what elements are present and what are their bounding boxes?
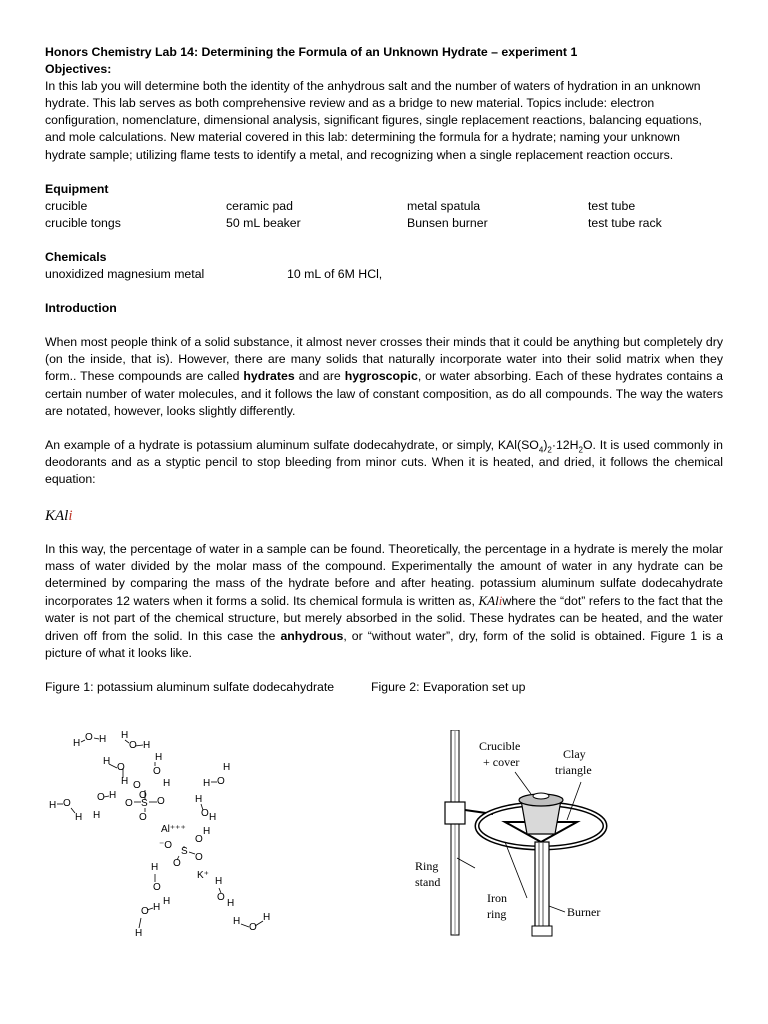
equipment-list	[45, 198, 723, 232]
svg-text:H: H	[109, 790, 117, 801]
svg-text:H: H	[135, 928, 143, 939]
figure-captions	[45, 679, 723, 696]
svg-text:Burner: Burner	[567, 905, 601, 919]
svg-text:O: O	[153, 766, 161, 777]
figure-1-molecule	[45, 728, 285, 950]
svg-text:H: H	[121, 776, 129, 787]
svg-text:H: H	[233, 916, 241, 927]
svg-text:O: O	[129, 740, 137, 751]
svg-text:O: O	[217, 776, 225, 787]
svg-text:Ring: Ring	[415, 859, 439, 873]
svg-text:ring: ring	[487, 907, 507, 921]
equipment-item: ceramic pad	[226, 198, 293, 213]
svg-text:K⁺: K⁺	[197, 870, 209, 881]
svg-text:O: O	[217, 892, 225, 903]
svg-text:O: O	[173, 858, 181, 869]
svg-text:H: H	[263, 912, 271, 923]
svg-text:Crucible: Crucible	[479, 739, 521, 753]
page-title: Honors Chemistry Lab 14: Determining the Formula of an Unknown Hydrate – experiment 1	[45, 45, 578, 59]
figure-area	[45, 728, 723, 958]
svg-text:H: H	[215, 876, 223, 887]
intro-paragraph-2: An example of a hydrate is potassium aluminum sulfate dodecahydrate, or simply, $KAl(SO_4)_2\cdot 12H_2O$. It is used commonly in deodorants and as a styptic pencil to stop bleeding from minor cuts. When it is heated, and dried, it follows the chemical equation:	[45, 437, 723, 486]
chemical-item: unoxidized magnesium metal	[45, 267, 205, 282]
svg-text:H: H	[203, 778, 211, 789]
equipment-item: test tube rack	[588, 215, 662, 230]
equipment-item: crucible	[45, 198, 88, 213]
svg-text:O: O	[139, 790, 147, 801]
equipment-item: metal spatula	[407, 198, 481, 213]
svg-text:O: O	[195, 852, 203, 863]
svg-text:O: O	[125, 798, 133, 809]
introduction-heading: Introduction	[45, 301, 117, 316]
equipment-item: crucible tongs	[45, 215, 121, 230]
svg-text:Clay: Clay	[563, 747, 586, 761]
svg-text:H: H	[153, 902, 161, 913]
svg-text:H: H	[227, 898, 235, 909]
intro-paragraph-3: In this way, the percentage of water in a sample can be found. Theoretically, the percentage in a hydrate is merely the molar mass of water divided by the molar mass of the compound. Experimentally the amount of water in any hydrate can be determined by comparing the mass of the hydrate before and after heating. potassium aluminum sulfate dodecahydrate incorporates 12 waters when it forms a solid. Its chemical formula is written as, KAliwhere the “dot” refers to the fact that the water is not part of the chemical structure, but merely absorbed in the solid. These hydrates can be heated, and the water driven off from the solid. In this case the anhydrous, or “without water”, dry, form of the solid is obtained. Figure 1 is a picture of what it looks like.	[45, 542, 723, 660]
svg-text:O: O	[85, 732, 93, 743]
chemical-item: 10 mL of 6M HCl,	[287, 267, 383, 282]
svg-text:O: O	[157, 796, 165, 807]
svg-text:H: H	[99, 734, 107, 745]
svg-text:H: H	[223, 762, 231, 773]
intro-paragraph-1: When most people think of a solid substance, it almost never crosses their minds that it could be anything but completely dry (on the inside, that is). However, there are many solids that naturally incorporate water into their solid matrix when they form.. These compounds are called hydrates and are hygroscopic, or water absorbing. Each of these hydrates contains a certain number of water molecules, and it follows the law of constant composition, as do all compounds. The way the waters are notated, however, looks slightly differently.	[45, 335, 723, 418]
svg-text:H: H	[73, 738, 81, 749]
chemical-equation: KAli	[45, 507, 73, 524]
svg-text:H: H	[155, 752, 163, 763]
svg-text:O: O	[195, 834, 203, 845]
svg-text:Iron: Iron	[487, 891, 507, 905]
svg-text:H: H	[121, 730, 129, 741]
svg-text:H: H	[75, 812, 83, 823]
equipment-item: test tube	[588, 198, 636, 213]
svg-text:H: H	[143, 740, 151, 751]
figure-2-evaporation-setup	[415, 730, 635, 940]
svg-text:H: H	[203, 826, 211, 837]
document-page	[45, 44, 723, 696]
figure-1-caption: Figure 1: potassium aluminum sulfate dodecahydrate	[45, 679, 335, 694]
svg-text:O: O	[133, 780, 141, 791]
svg-text:H: H	[49, 800, 57, 811]
svg-text:+ cover: + cover	[483, 755, 520, 769]
chemicals-heading: Chemicals	[45, 249, 107, 264]
svg-text:O: O	[141, 906, 149, 917]
svg-text:O: O	[153, 882, 161, 893]
svg-text:triangle: triangle	[555, 763, 592, 777]
svg-text:H: H	[195, 794, 203, 805]
objectives-text: In this lab you will determine both the identity of the anhydrous salt and the number of waters of hydration in an unknown hydrate. This lab serves as both comprehensive review and as a bridge to new material. Topics include: electron configuration, nomenclature, dimensional analysis, significant figures, single replacement reactions, balancing equations, and mole calculations. New material covered in this lab: determining the formula for a hydrate; naming your unknown hydrate sample; utilizing flame tests to identify a metal, and recognizing when a single replacement reaction occurs.	[45, 79, 702, 162]
svg-text:O: O	[139, 812, 147, 823]
equipment-item: 50 mL beaker	[226, 215, 301, 230]
svg-text:stand: stand	[415, 875, 441, 889]
equipment-item: Bunsen burner	[407, 215, 488, 230]
svg-text:H: H	[151, 862, 159, 873]
svg-text:O: O	[201, 808, 209, 819]
svg-text:O: O	[249, 922, 257, 933]
svg-text:H: H	[103, 756, 111, 767]
objectives-heading: Objectives:	[45, 62, 112, 77]
svg-text:H: H	[163, 778, 171, 789]
svg-text:H: H	[93, 810, 101, 821]
svg-text:S: S	[181, 846, 188, 857]
figure-2-caption: Figure 2: Evaporation set up	[371, 679, 526, 694]
svg-text:H: H	[163, 896, 171, 907]
svg-text:⁻O: ⁻O	[159, 840, 173, 851]
svg-text:S: S	[141, 798, 148, 809]
svg-text:O: O	[63, 798, 71, 809]
chemicals-list	[45, 266, 723, 283]
svg-text:O: O	[97, 792, 105, 803]
svg-text:Al⁺⁺⁺: Al⁺⁺⁺	[161, 824, 186, 835]
svg-text:O: O	[117, 762, 125, 773]
svg-text:H: H	[209, 812, 217, 823]
equipment-heading: Equipment	[45, 181, 109, 196]
